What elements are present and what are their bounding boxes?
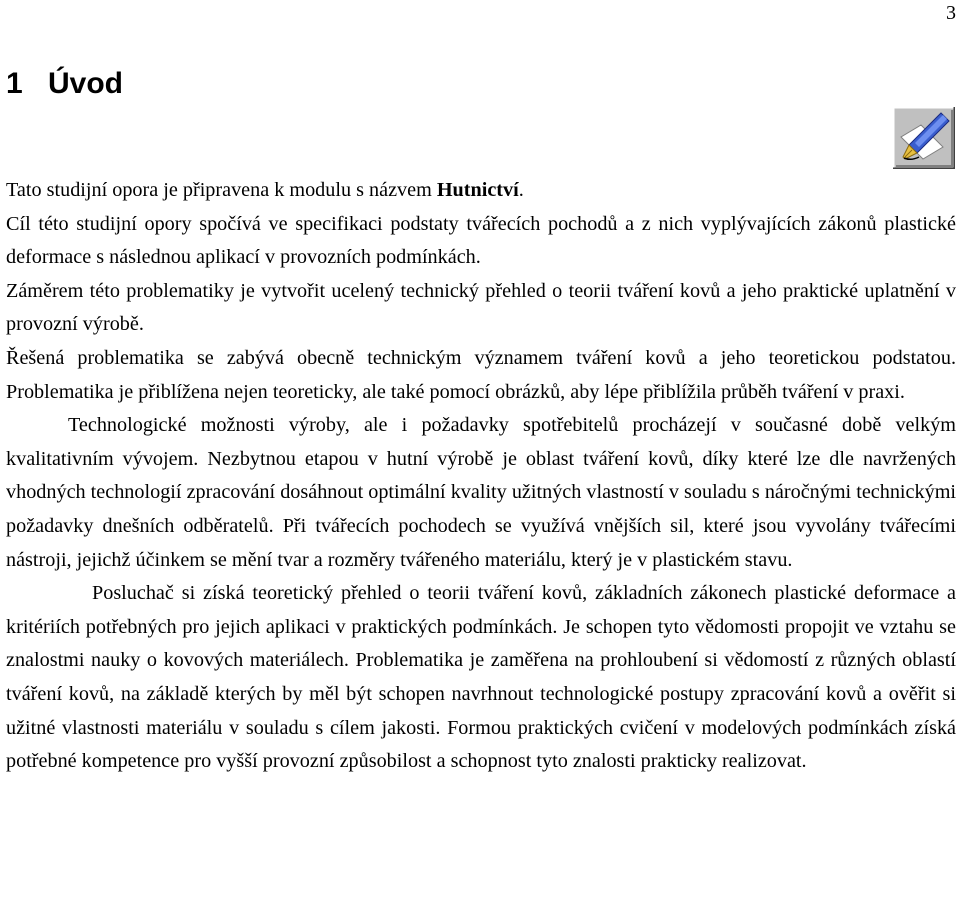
paragraph-aim: Cíl této studijní opory spočívá ve specifikaci podstaty tvářecích pochodů a z nich vyplývajících zákonů plastické deformace s následnou aplikací v provozních podmínkách. bbox=[6, 212, 956, 269]
paragraph-intro bbox=[6, 174, 956, 208]
page-number: 3 bbox=[946, 2, 956, 24]
paragraph-student-outcomes: Posluchač si získá teoretický přehled o teorii tváření kovů, základních zákonech plastické deformace a kritériích potřebných pro jejich aplikaci v praktických podmínkách. Je schopen tyto vědomosti propojit ve vztahu se znalostmi nauky o kovových materiálech. Problematika je zaměřena na prohloubení si vědomostí z různých oblastí tváření kovů, na základě kterých by měl být schopen navrhnout technologické postupy zpracování kovů a ověřit si užitné vlastnosti materiálu v souladu s cílem jakosti. Formou praktických cvičení v modelových podmínkách získá potřebné kompetence pro vyšší provozní způsobilost a schopnost tyto znalosti prakticky realizovat. bbox=[6, 582, 956, 773]
paragraph-scope: Řešená problematika se zabývá obecně technickým významem tváření kovů a jeho teoretickou podstatou. Problematika je přiblížena nejen teoreticky, ale také pomocí obrázků, aby lépe přiblížila průběh tváření v praxi. bbox=[6, 346, 956, 403]
body-text bbox=[6, 174, 956, 779]
paragraph-technology: Technologické možnosti výroby, ale i požadavky spotřebitelů procházejí v současné době velkým kvalitativním vývojem. Nezbytnou etapou v hutní výrobě je oblast tváření kovů, díky které lze dle navržených vhodných technologií zpracování dosáhnout optimální kvality užitných vlastností v souladu s náročnými technickými požadavky dnešních odběratelů. Při tvářecích pochodech se využívá vnějších sil, které jsou vyvolány tvářecími nástroji, jejichž účinkem se mění tvar a rozměry tvářeného materiálu, který je v plastickém stavu. bbox=[6, 414, 956, 571]
chapter-number: 1 bbox=[6, 67, 23, 100]
intro-text: Tato studijní opora je připravena k modulu s názvem bbox=[6, 179, 437, 201]
intro-end: . bbox=[518, 179, 524, 201]
paragraph-intent: Záměrem této problematiky je vytvořit ucelený technický přehled o teorii tváření kovů a jeho praktické uplatnění v provozní výrobě. bbox=[6, 279, 956, 336]
chapter-title: Úvod bbox=[48, 67, 123, 100]
pen-writing-icon bbox=[893, 107, 955, 169]
chapter-heading bbox=[6, 64, 123, 104]
module-name: Hutnictví bbox=[436, 179, 519, 201]
